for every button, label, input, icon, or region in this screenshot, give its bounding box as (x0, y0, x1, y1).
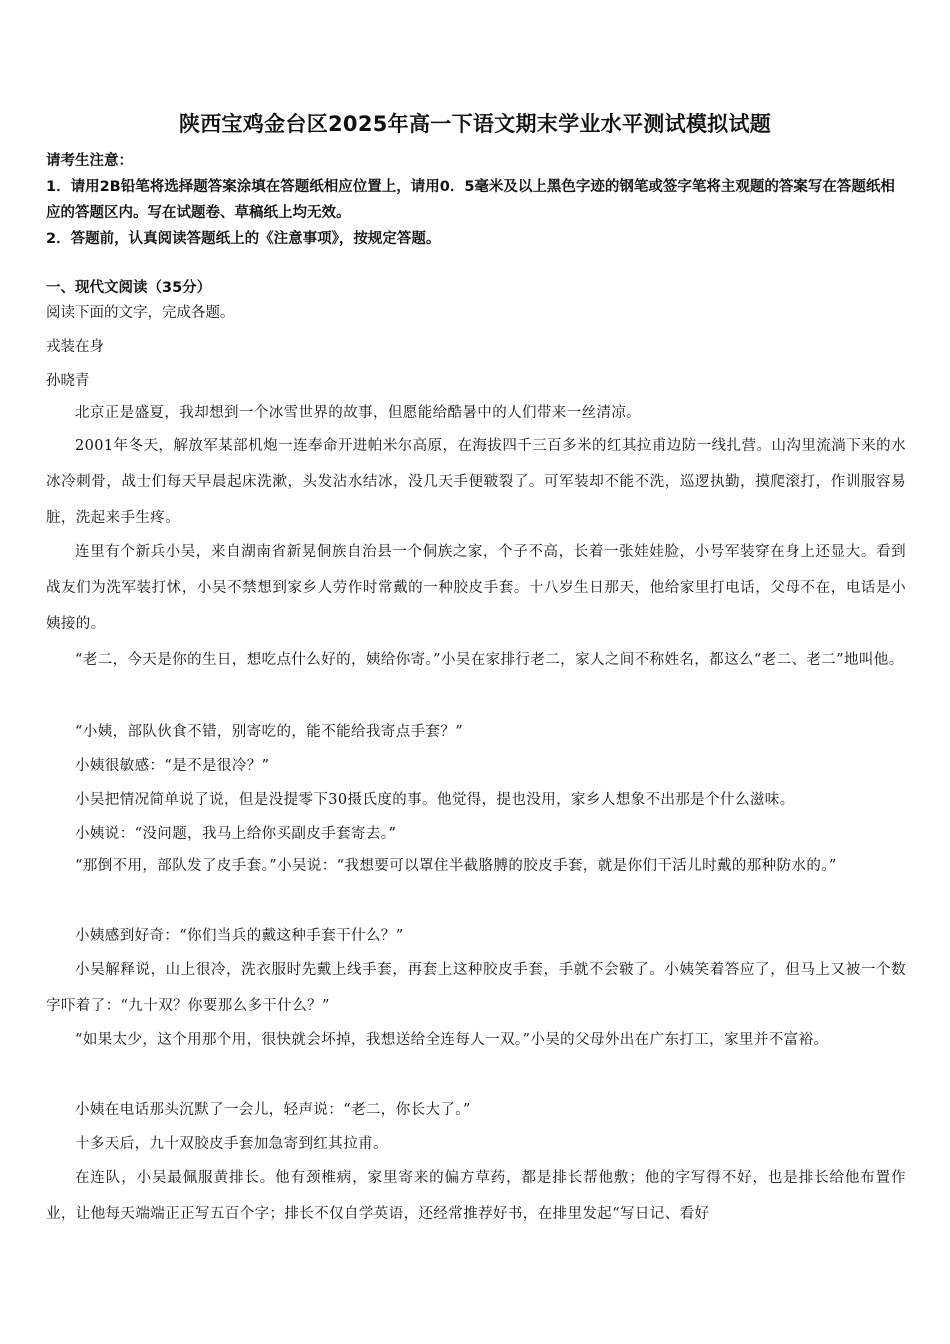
section-heading: 一、现代文阅读（35分） (46, 280, 212, 296)
paragraph: “如果太少，这个用那个用，很快就会坏掉，我想送给全连每人一双。”小吴的父母外出在广东打工，家里并不富裕。 (75, 1032, 829, 1048)
paragraph: 小姨说：“没问题，我马上给你买副皮手套寄去。” (75, 826, 397, 842)
paragraph: 在连队，小吴最佩服黄排长。他有颈椎病，家里寄来的偏方草药，都是排长帮他敷；他的字写得不好，也是排长给他布置作业，让他每天端端正正写五百个字；排长不仅自学英语，还经常推荐好书，在排里发起“写日记、看好 (46, 1170, 906, 1222)
paragraph: 小吴解释说，山上很冷，洗衣服时先戴上线手套，再套上这种胶皮手套，手就不会皲了。小姨笑着答应了，但马上又被一个数字吓着了：“九十双？你要那么多干什么？” (46, 962, 906, 1014)
paragraph: “老二，今天是你的生日，想吃点什么好的，姨给你寄。”小吴在家排行老二，家人之间不称姓名，都这么“老二、老二”地叫他。 (75, 652, 904, 668)
paragraph: “那倒不用，部队发了皮手套。”小吴说：“我想要可以罩住半截胳膊的胶皮手套，就是你们干活儿时戴的那种防水的。” (75, 858, 837, 874)
notice-item-2: 2．答题前，认真阅读答题纸上的《注意事项》，按规定答题。 (46, 231, 441, 247)
paragraph: 小姨很敏感：“是不是很冷？” (75, 758, 270, 774)
paragraph: 北京正是盛夏，我却想到一个冰雪世界的故事，但愿能给酷暑中的人们带来一丝清凉。 (75, 405, 642, 421)
reading-instruction: 阅读下面的文字，完成各题。 (46, 305, 235, 321)
article-author: 孙晓青 (46, 373, 90, 389)
paragraph: 连里有个新兵小吴，来自湖南省新晃侗族自治县一个侗族之家，个子不高，长着一张娃娃脸，小号军装穿在身上还显大。看到战友们为洗军装打怵，小吴不禁想到家乡人劳作时常戴的一种胶皮手套。十八岁生日那天，他给家里打电话，父母不在，电话是小姨接的。 (46, 544, 906, 632)
notice-item-1: 1．请用2B铅笔将选择题答案涂填在答题纸相应位置上，请用0．5毫米及以上黑色字迹的钢笔或签字笔将主观题的答案写在答题纸相应的答题区内。写在试题卷、草稿纸上均无效。 (46, 179, 895, 221)
notice-heading: 请考生注意： (46, 153, 133, 169)
paragraph: 2001年冬天，解放军某部机炮一连奉命开进帕米尔高原，在海拔四千三百多米的红其拉甫边防一线扎营。山沟里流淌下来的水冰冷刺骨，战士们每天早晨起床洗漱，头发沾水结冰，没几天手便皲裂了。可军装却不能不洗，巡逻执勤，摸爬滚打，作训服容易脏，洗起来手生疼。 (46, 438, 906, 526)
paragraph: 十多天后，九十双胶皮手套加急寄到红其拉甫。 (75, 1136, 388, 1152)
article-title: 戎装在身 (46, 339, 104, 355)
paragraph: 小姨在电话那头沉默了一会儿，轻声说：“老二，你长大了。” (75, 1102, 471, 1118)
paragraph: 小姨感到好奇：“你们当兵的戴这种手套干什么？” (75, 928, 404, 944)
paragraph: “小姨，部队伙食不错，别寄吃的，能不能给我寄点手套？” (75, 724, 464, 740)
page-title: 陕西宝鸡金台区2025年高一下语文期末学业水平测试模拟试题 (178, 112, 772, 136)
paragraph: 小吴把情况简单说了说，但是没提零下30摄氏度的事。他觉得，提也没用，家乡人想象不出那是个什么滋味。 (75, 792, 795, 808)
